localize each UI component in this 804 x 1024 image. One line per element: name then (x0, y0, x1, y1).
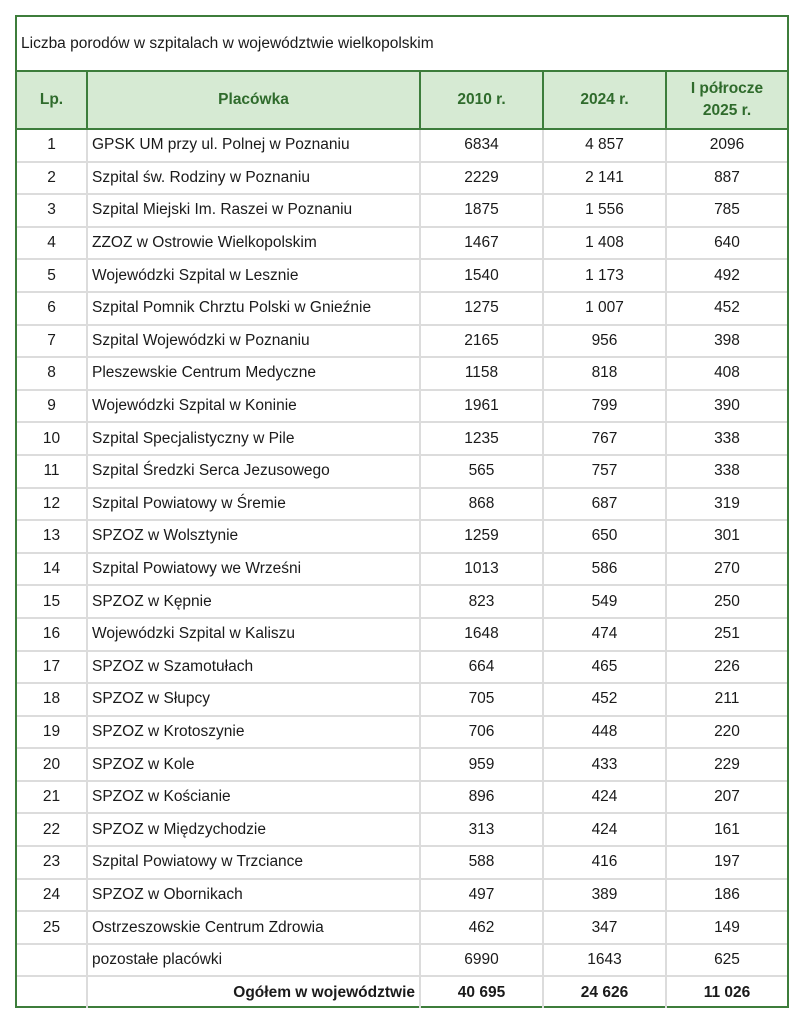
table-title: Liczba porodów w szpitalach w województwie wielkopolskim (17, 17, 787, 72)
cell-2010: 664 (420, 651, 543, 684)
table-row (17, 846, 787, 879)
cell-2024: 474 (543, 618, 666, 651)
cell-2010: 2229 (420, 162, 543, 195)
cell-name: SPZOZ w Obornikach (87, 879, 420, 912)
cell-2010: 497 (420, 879, 543, 912)
cell-2024: 1 408 (543, 227, 666, 260)
table-row (17, 357, 787, 390)
cell-2010: 462 (420, 911, 543, 944)
cell-2024: 389 (543, 879, 666, 912)
cell-2024: 452 (543, 683, 666, 716)
cell-2010: 1235 (420, 422, 543, 455)
total-2025-half: 11 026 (666, 976, 787, 1008)
cell-lp: 10 (17, 422, 87, 455)
cell-2024: 424 (543, 781, 666, 814)
cell-lp: 15 (17, 585, 87, 618)
cell-2010: 1648 (420, 618, 543, 651)
cell-lp: 19 (17, 716, 87, 749)
cell-2010: 896 (420, 781, 543, 814)
table-row (17, 911, 787, 944)
cell-2024: 347 (543, 911, 666, 944)
table-row (17, 455, 787, 488)
cell-2010: 6834 (420, 129, 543, 162)
table-row (17, 716, 787, 749)
cell-2010: 1013 (420, 553, 543, 586)
table-row (17, 553, 787, 586)
header-2025-line1: I półrocze (690, 80, 764, 97)
cell-lp: 6 (17, 292, 87, 325)
cell-2010: 1540 (420, 259, 543, 292)
cell-2025-half: 319 (666, 488, 787, 521)
cell-2025-half: 338 (666, 422, 787, 455)
cell-2025-half: 197 (666, 846, 787, 879)
table-row (17, 651, 787, 684)
cell-name: SPZOZ w Międzychodzie (87, 813, 420, 846)
cell-2024: 416 (543, 846, 666, 879)
cell-lp: 4 (17, 227, 87, 260)
table-row (17, 488, 787, 521)
cell-2025-half: 785 (666, 194, 787, 227)
cell-lp: 16 (17, 618, 87, 651)
cell-lp: 11 (17, 455, 87, 488)
cell-name: Wojewódzki Szpital w Koninie (87, 390, 420, 423)
cell-2025-half: 301 (666, 520, 787, 553)
cell-2025-half: 452 (666, 292, 787, 325)
cell-lp: 8 (17, 357, 87, 390)
cell-2025-half: 161 (666, 813, 787, 846)
cell-2024: 465 (543, 651, 666, 684)
cell-2010: 706 (420, 716, 543, 749)
cell-2024: 1643 (543, 944, 666, 977)
table-row (17, 585, 787, 618)
cell-2010: 313 (420, 813, 543, 846)
table-body (17, 129, 787, 1008)
cell-lp: 14 (17, 553, 87, 586)
cell-lp: 2 (17, 162, 87, 195)
cell-name: SPZOZ w Wolsztynie (87, 520, 420, 553)
cell-2024: 4 857 (543, 129, 666, 162)
cell-2024: 433 (543, 748, 666, 781)
cell-2010: 6990 (420, 944, 543, 977)
cell-2025-half: 226 (666, 651, 787, 684)
cell-name: Ostrzeszowskie Centrum Zdrowia (87, 911, 420, 944)
header-2010: 2010 r. (420, 72, 543, 129)
cell-2024: 818 (543, 357, 666, 390)
cell-lp: 9 (17, 390, 87, 423)
cell-2025-half: 390 (666, 390, 787, 423)
cell-2010: 1259 (420, 520, 543, 553)
total-2024: 24 626 (543, 976, 666, 1008)
births-table (17, 72, 787, 1008)
cell-name: SPZOZ w Kole (87, 748, 420, 781)
table-row (17, 325, 787, 358)
cell-2025-half: 207 (666, 781, 787, 814)
cell-name: SPZOZ w Słupcy (87, 683, 420, 716)
table-row (17, 194, 787, 227)
cell-name: Szpital Specjalistyczny w Pile (87, 422, 420, 455)
cell-2025-half: 250 (666, 585, 787, 618)
cell-lp: 5 (17, 259, 87, 292)
cell-2025-half: 338 (666, 455, 787, 488)
cell-name: Szpital Pomnik Chrztu Polski w Gnieźnie (87, 292, 420, 325)
cell-2024: 549 (543, 585, 666, 618)
cell-2025-half: 149 (666, 911, 787, 944)
cell-2010: 1275 (420, 292, 543, 325)
cell-2025-half: 270 (666, 553, 787, 586)
total-label: Ogółem w województwie (87, 976, 420, 1008)
cell-2025-half: 640 (666, 227, 787, 260)
cell-lp: 25 (17, 911, 87, 944)
cell-2010: 1158 (420, 357, 543, 390)
cell-lp: 1 (17, 129, 87, 162)
cell-name: Szpital Powiatowy we Wrześni (87, 553, 420, 586)
cell-2025-half: 887 (666, 162, 787, 195)
cell-name: Szpital św. Rodziny w Poznaniu (87, 162, 420, 195)
cell-2024: 2 141 (543, 162, 666, 195)
total-row (17, 976, 787, 1008)
header-placowka: Placówka (87, 72, 420, 129)
cell-2010: 1467 (420, 227, 543, 260)
cell-2025-half: 398 (666, 325, 787, 358)
cell-2024: 448 (543, 716, 666, 749)
cell-2010: 705 (420, 683, 543, 716)
cell-2024: 1 007 (543, 292, 666, 325)
table-row (17, 422, 787, 455)
cell-lp: 3 (17, 194, 87, 227)
table-row (17, 162, 787, 195)
cell-lp: 13 (17, 520, 87, 553)
header-lp: Lp. (17, 72, 87, 129)
cell-lp: 24 (17, 879, 87, 912)
cell-name: Szpital Miejski Im. Raszei w Poznaniu (87, 194, 420, 227)
table-row (17, 292, 787, 325)
births-table-frame (15, 15, 789, 1008)
cell-name: pozostałe placówki (87, 944, 420, 977)
cell-name: Szpital Powiatowy w Śremie (87, 488, 420, 521)
cell-2024: 650 (543, 520, 666, 553)
header-row (17, 72, 787, 129)
header-2025-line2: 2025 r. (702, 102, 752, 119)
cell-2024: 586 (543, 553, 666, 586)
cell-2010: 959 (420, 748, 543, 781)
cell-2010: 2165 (420, 325, 543, 358)
cell-2024: 687 (543, 488, 666, 521)
cell-name: SPZOZ w Szamotułach (87, 651, 420, 684)
cell-lp: 22 (17, 813, 87, 846)
cell-2025-half: 492 (666, 259, 787, 292)
table-row (17, 781, 787, 814)
cell-name: Szpital Średzki Serca Jezusowego (87, 455, 420, 488)
table-row (17, 879, 787, 912)
cell-2025-half: 625 (666, 944, 787, 977)
cell-lp: 7 (17, 325, 87, 358)
table-row (17, 683, 787, 716)
cell-2025-half: 186 (666, 879, 787, 912)
cell-lp: 20 (17, 748, 87, 781)
cell-2024: 424 (543, 813, 666, 846)
cell-2025-half: 220 (666, 716, 787, 749)
table-row (17, 944, 787, 977)
cell-lp: 12 (17, 488, 87, 521)
table-row (17, 748, 787, 781)
cell-2025-half: 229 (666, 748, 787, 781)
cell-lp: 17 (17, 651, 87, 684)
cell-2010: 823 (420, 585, 543, 618)
cell-lp: 18 (17, 683, 87, 716)
cell-lp (17, 976, 87, 1008)
cell-2024: 757 (543, 455, 666, 488)
cell-2024: 767 (543, 422, 666, 455)
cell-name: Wojewódzki Szpital w Lesznie (87, 259, 420, 292)
cell-2010: 1875 (420, 194, 543, 227)
header-2025-half (666, 72, 787, 129)
cell-name: Szpital Wojewódzki w Poznaniu (87, 325, 420, 358)
cell-2025-half: 2096 (666, 129, 787, 162)
total-2010: 40 695 (420, 976, 543, 1008)
cell-lp: 23 (17, 846, 87, 879)
cell-2025-half: 251 (666, 618, 787, 651)
cell-2024: 1 173 (543, 259, 666, 292)
cell-name: Wojewódzki Szpital w Kaliszu (87, 618, 420, 651)
header-2024: 2024 r. (543, 72, 666, 129)
cell-lp (17, 944, 87, 977)
cell-2024: 1 556 (543, 194, 666, 227)
cell-2010: 868 (420, 488, 543, 521)
cell-2010: 565 (420, 455, 543, 488)
cell-name: Szpital Powiatowy w Trzciance (87, 846, 420, 879)
cell-2010: 1961 (420, 390, 543, 423)
cell-2025-half: 408 (666, 357, 787, 390)
cell-name: ZZOZ w Ostrowie Wielkopolskim (87, 227, 420, 260)
cell-name: GPSK UM przy ul. Polnej w Poznaniu (87, 129, 420, 162)
table-row (17, 259, 787, 292)
cell-name: Pleszewskie Centrum Medyczne (87, 357, 420, 390)
table-row (17, 520, 787, 553)
cell-2024: 799 (543, 390, 666, 423)
cell-name: SPZOZ w Krotoszynie (87, 716, 420, 749)
cell-name: SPZOZ w Kościanie (87, 781, 420, 814)
cell-2025-half: 211 (666, 683, 787, 716)
cell-2010: 588 (420, 846, 543, 879)
table-row (17, 129, 787, 162)
table-row (17, 618, 787, 651)
cell-name: SPZOZ w Kępnie (87, 585, 420, 618)
table-row (17, 390, 787, 423)
table-row (17, 227, 787, 260)
cell-2024: 956 (543, 325, 666, 358)
cell-lp: 21 (17, 781, 87, 814)
table-row (17, 813, 787, 846)
